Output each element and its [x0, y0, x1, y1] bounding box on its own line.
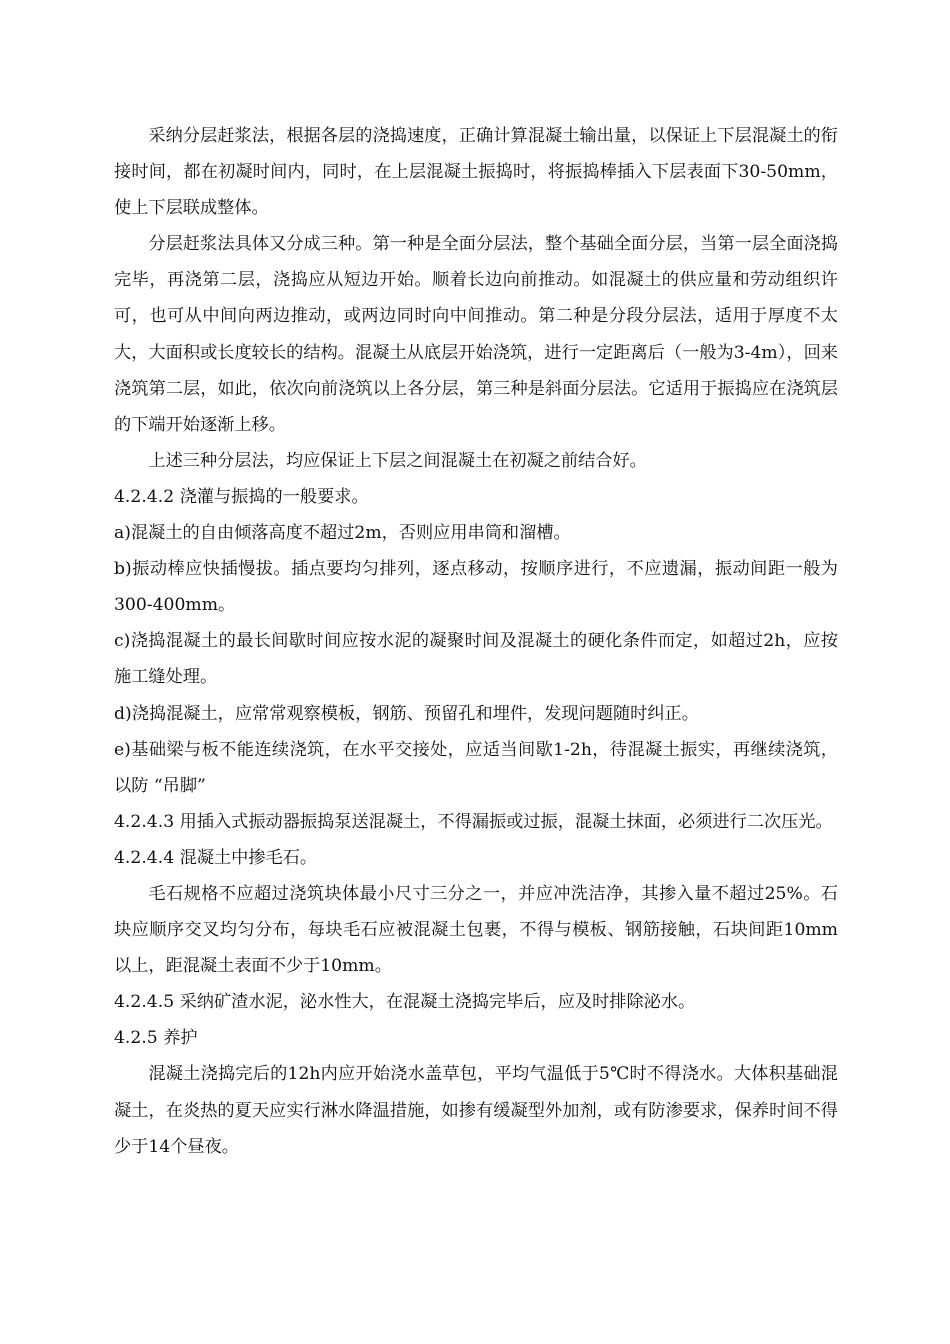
list-item-b: b)振动棒应快插慢拔。插点要均匀排列，逐点移动，按顺序进行，不应遗漏，振动间距一般为300-400mm。 [114, 559, 838, 616]
list-item-c: c)浇捣混凝土的最长间歇时间应按水泥的凝聚时间及混凝土的硬化条件而定，如超过2h，应按施工缝处理。 [114, 631, 838, 688]
list-item-e: e)基础梁与板不能连续浇筑，在水平交接处，应适当间歇1-2h，待混凝土振实，再继续浇筑，以防 “吊脚” [114, 739, 838, 796]
paragraph-three-methods: 分层赶浆法具体又分成三种。第一种是全面分层法，整个基础全面分层，当第一层全面浇捣完毕，再浇第二层，浇捣应从短边开始。顺着长边向前推动。如混凝土的供应量和劳动组织许可，也可从中间向两边推动，或两边同时向中间推动。第二种是分段分层法，适用于厚度不太大，大面积或长度较长的结构。混凝土从底层开始浇筑，进行一定距离后（一般为3-4m），回来浇筑第二层，如此，依次向前浇筑以上各分层，第三种是斜面分层法。它适用于振捣应在浇筑层的下端开始逐渐上移。 [114, 234, 838, 435]
paragraph-layered-pouring: 采纳分层赶浆法，根据各层的浇捣速度，正确计算混凝土输出量，以保证上下层混凝土的衔接时间，都在初凝时间内，同时，在上层混凝土振捣时，将振捣棒插入下层表面下30-50mm，使上下层联成整体。 [114, 126, 838, 219]
heading-4-2-4-5: 4.2.4.5 采纳矿渣水泥，泌水性大，在混凝土浇捣完毕后，应及时排除泌水。 [114, 992, 696, 1013]
paragraph-curing: 混凝土浇捣完后的12h内应开始浇水盖草包，平均气温低于5℃时不得浇水。大体积基础混凝土，在炎热的夏天应实行淋水降温措施，如掺有缓凝型外加剂，或有防渗要求，保养时间不得少于14个昼夜。 [114, 1064, 838, 1157]
heading-4-2-4-3: 4.2.4.3 用插入式振动器振捣泵送混凝土，不得漏振或过振，混凝土抹面，必须进行二次压光。 [114, 811, 833, 832]
heading-4-2-5: 4.2.5 养护 [114, 1028, 198, 1049]
heading-4-2-4-2: 4.2.4.2 浇灌与振捣的一般要求。 [114, 486, 369, 507]
list-item-d: d)浇捣混凝土，应常常观察模板，钢筋、预留孔和埋件，发现问题随时纠正。 [114, 703, 699, 724]
heading-4-2-4-4: 4.2.4.4 混凝土中掺毛石。 [114, 847, 318, 868]
paragraph-rubble-stone: 毛石规格不应超过浇筑块体最小尺寸三分之一，并应冲洗洁净，其掺入量不超过25%。石块应顺序交叉均匀分布，每块毛石应被混凝土包裹，不得与模板、钢筋接触，石块间距10mm以上，距混凝土表面不少于10mm。 [114, 883, 838, 977]
document-body [114, 118, 838, 1165]
list-item-a: a)混凝土的自由倾落高度不超过2m，否则应用串筒和溜槽。 [114, 523, 571, 544]
paragraph-layer-bonding: 上述三种分层法，均应保证上下层之间混凝土在初凝之前结合好。 [148, 450, 647, 471]
